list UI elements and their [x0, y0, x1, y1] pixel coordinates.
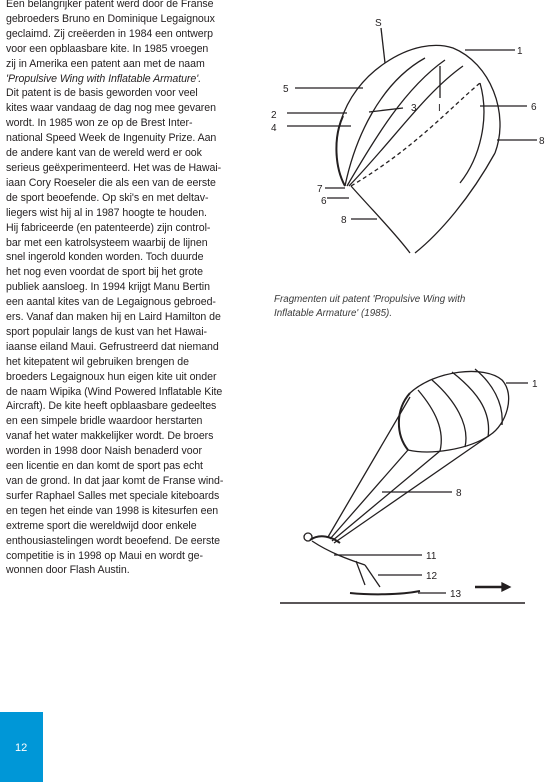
- body-line: vanaf het water makkelijker wordt. De broers: [6, 430, 214, 443]
- body-line: national Speed Week de Ingenuity Prize. Aan: [6, 132, 217, 145]
- label-6b: 6: [321, 196, 327, 207]
- body-line: Aircraft). De kite heeft opblaasbare gedeeltes: [6, 400, 217, 413]
- body-line: iaanse eiland Maui. Gefrustreerd dat niemand: [6, 340, 219, 353]
- patent-figure-kitesurfer: [270, 355, 550, 615]
- body-line: sport populair langs de kust van het Hawai-: [6, 325, 208, 338]
- body-line: liegers wist hij al in 1987 hoogte te houden.: [6, 206, 207, 219]
- body-line: broeders Legaignoux hun eigen kite uit onder: [6, 370, 217, 383]
- body-line: wordt. In 1985 won ze op de Brest Inter-: [6, 117, 193, 130]
- body-line: een licentie en dan komt de sport pas echt: [6, 460, 203, 473]
- body-line: zij in Amerika een patent aan met de naam: [6, 57, 205, 70]
- body-line: Hij fabriceerde (en patenteerde) zijn control-: [6, 221, 211, 234]
- body-line: het kitepatent wil gebruiken brengen de: [6, 355, 189, 368]
- body-line: en een simpele bridle waardoor herstarten: [6, 415, 203, 428]
- body-line: enthousiastelingen wordt beoefend. De eerste: [6, 534, 220, 547]
- body-line: extreme sport die wereldwijd door enkele: [6, 519, 197, 532]
- body-line: kites waar vandaag de dag nog mee gevaren: [6, 102, 216, 115]
- label-i: I: [438, 103, 441, 114]
- body-line: de sport beoefende. Op ski's en met deltav-: [6, 191, 209, 204]
- body-line: gebroeders Bruno en Dominique Legaignoux: [6, 12, 215, 25]
- body-line: snel ingerold konden worden. Toch duurde: [6, 251, 204, 264]
- body-line: wonnen door Flash Austin.: [6, 564, 130, 577]
- body-line: competitie is in 1998 op Maui en wordt ge-: [6, 549, 203, 562]
- label-13: 13: [450, 589, 462, 600]
- label-11: 11: [426, 551, 437, 562]
- figure-caption: [274, 293, 544, 320]
- label-8: 8: [456, 488, 462, 499]
- body-line: de andere kant van de wereld werd er ook: [6, 147, 202, 160]
- label-1: 1: [532, 379, 538, 390]
- kitesurfer-drawing: [270, 355, 550, 615]
- label-2: 2: [271, 110, 277, 121]
- body-line: serieus geëxperimenteerd. Het was de Hawai-: [6, 161, 222, 174]
- body-line: publiek aansloeg. In 1994 krijgt Manu Bertin: [6, 281, 210, 294]
- label-7: 7: [317, 184, 323, 195]
- label-3: 3: [411, 103, 417, 114]
- body-line: voor een opblaasbare kite. In 1985 vroegen: [6, 42, 209, 55]
- label-4: 4: [271, 123, 277, 134]
- body-line: van de grond. In dat jaar komt de Franse wind-: [6, 475, 224, 487]
- patent-figure-wing: [265, 8, 550, 270]
- label-12: 12: [426, 571, 438, 582]
- page-number-tab: [0, 712, 43, 782]
- body-line: ers. Vanaf dan maken hij en Laird Hamilton de: [6, 311, 221, 324]
- page-number: 12: [15, 742, 28, 754]
- label-1: 1: [517, 46, 523, 57]
- body-line: iaan Cory Roeseler die als een van de eerste: [6, 176, 216, 189]
- body-line-patent-name: 'Propulsive Wing with Inflatable Armature'.: [6, 72, 202, 85]
- body-line: surfer Raphael Salles met speciale kiteboards: [6, 489, 220, 502]
- body-line: een aantal kites van de Legaignous gebroed-: [6, 296, 216, 309]
- body-line: de naam Wipika (Wind Powered Inflatable Kite: [6, 385, 223, 398]
- body-text: [6, 0, 264, 578]
- body-line: geclaimd. Zij creëerden in 1984 een ontwerp: [6, 27, 213, 40]
- label-8b: 8: [341, 215, 347, 226]
- canopy-outline: [336, 45, 500, 186]
- body-line: bar met een katrolsysteem waarbij de lijnen: [6, 236, 208, 249]
- body-line: Een belangrijker patent werd door de Franse: [6, 0, 214, 10]
- label-8: 8: [539, 136, 545, 147]
- label-5: 5: [283, 84, 289, 95]
- wing-drawing: [265, 8, 550, 270]
- body-line: Dit patent is de basis geworden voor veel: [6, 87, 198, 100]
- body-line: en tegen het einde van 1998 is kitesurfen een: [6, 504, 219, 517]
- label-s: S: [375, 18, 382, 29]
- body-line: worden in 1998 door Naish benaderd voor: [6, 445, 202, 458]
- caption-line: Fragmenten uit patent 'Propulsive Wing with: [274, 294, 466, 305]
- body-line: het nog even voordat de sport bij het grote: [6, 266, 203, 279]
- label-6: 6: [531, 102, 537, 113]
- caption-line: Inflatable Armature' (1985).: [274, 307, 393, 319]
